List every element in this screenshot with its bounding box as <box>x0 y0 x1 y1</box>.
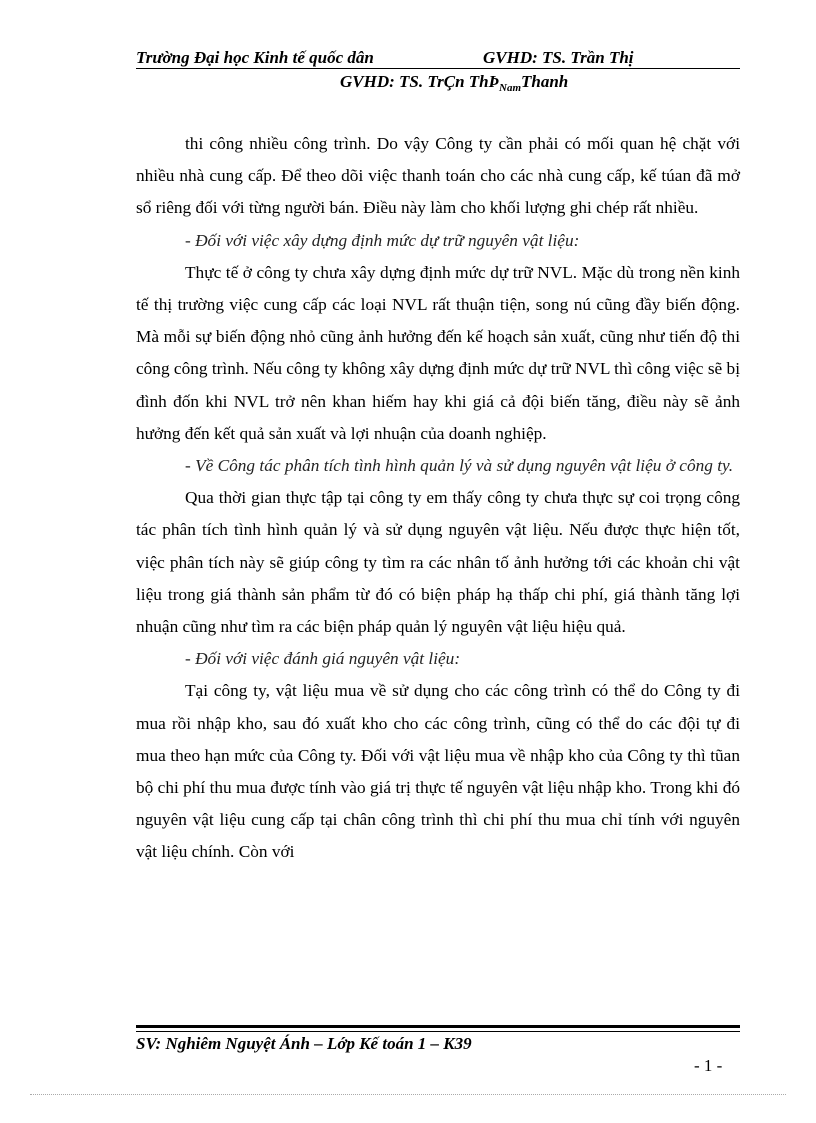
footer-student: SV: Nghiêm Nguyệt Ánh – Lớp Kế toán 1 – K39 <box>136 1034 472 1053</box>
header-divider <box>136 68 740 69</box>
header-school: Trường Đại học Kinh tế quốc dân <box>136 48 374 67</box>
header-advisor-line2 <box>340 72 568 92</box>
header-line2-end: Thanh <box>521 72 569 91</box>
page-break-line <box>30 1094 786 1095</box>
section-heading-3: - Đối với việc đánh giá nguyên vật liệu: <box>185 649 461 669</box>
paragraph-1: thi công nhiều công trình. Do vậy Công ty cần phải có mối quan hệ chặt với nhiều nhà cung cấp. Để theo dõi việc thanh toán cho các nhà cung cấp, kế túan đã mở sổ riêng đối với từng người bán. Điều này làm cho khối lượng ghi chép rất nhiều. <box>136 134 740 218</box>
footer-divider-thick <box>136 1025 740 1028</box>
section-heading-1: - Đối với việc xây dựng định mức dự trữ nguyên vật liệu: <box>185 230 580 250</box>
section-heading-2: - Về Công tác phân tích tình hình quản lý và sử dụng nguyên vật liệu ở công ty. <box>185 456 734 476</box>
document-body <box>136 128 740 869</box>
header-line2-main: GVHD: TS. TrÇn ThÞ <box>340 72 500 91</box>
page-number: - 1 - <box>694 1056 723 1075</box>
paragraph-3: Qua thời gian thực tập tại công ty em thấy công ty chưa thực sự coi trọng công tác phân tích tình hình quản lý và sử dụng nguyên vật liệu. Nếu được thực hiện tốt, việc phân tích này sẽ giúp công ty tìm ra các nhân tố ảnh hưởng tới các khoản chi vật liệu trong giá thành sản phẩm từ đó có biện pháp hạ thấp chi phí, giá thành tăng lợi nhuận cũng như tìm ra các biện pháp quản lý nguyên vật liệu hiệu quả. <box>136 488 740 637</box>
footer-divider-thin <box>136 1031 740 1032</box>
header-advisor: GVHD: TS. Trần Thị <box>483 48 634 67</box>
paragraph-4: Tại công ty, vật liệu mua về sử dụng cho các công trình có thể do Công ty đi mua rồi nhập kho, sau đó xuất kho cho các công trình, cũng có thể do các đội tự đi mua theo hạn mức của Công ty. Đối với vật liệu mua về nhập kho của Công ty thì tũan bộ chi phí thu mua được tính vào giá trị thực tế nguyên vật liệu nhập kho. Trong khi đó nguyên vật liệu cung cấp tại chân công trình thì chi phí thu mua chỉ tính với nguyên vật liệu chính. Còn với <box>136 681 740 862</box>
paragraph-2: Thực tế ở công ty chưa xây dựng định mức dự trữ NVL. Mặc dù trong nền kinh tế thị trường việc cung cấp các loại NVL rất thuận tiện, song nú cũng đầy biến động. Mà mỗi sự biến động nhỏ cũng ảnh hưởng đến kế hoạch sản xuất, cũng như tiến độ thi công công trình. Nếu công ty không xây dựng định mức dự trữ NVL thì công việc sẽ bị đình đốn khi NVL trở nên khan hiếm hay khi giá cả đội biến tăng, điều này sẽ ảnh hưởng đến kết quả sản xuất và lợi nhuận của doanh nghiệp. <box>136 262 740 443</box>
header-line2-sub: Nam <box>499 82 522 94</box>
